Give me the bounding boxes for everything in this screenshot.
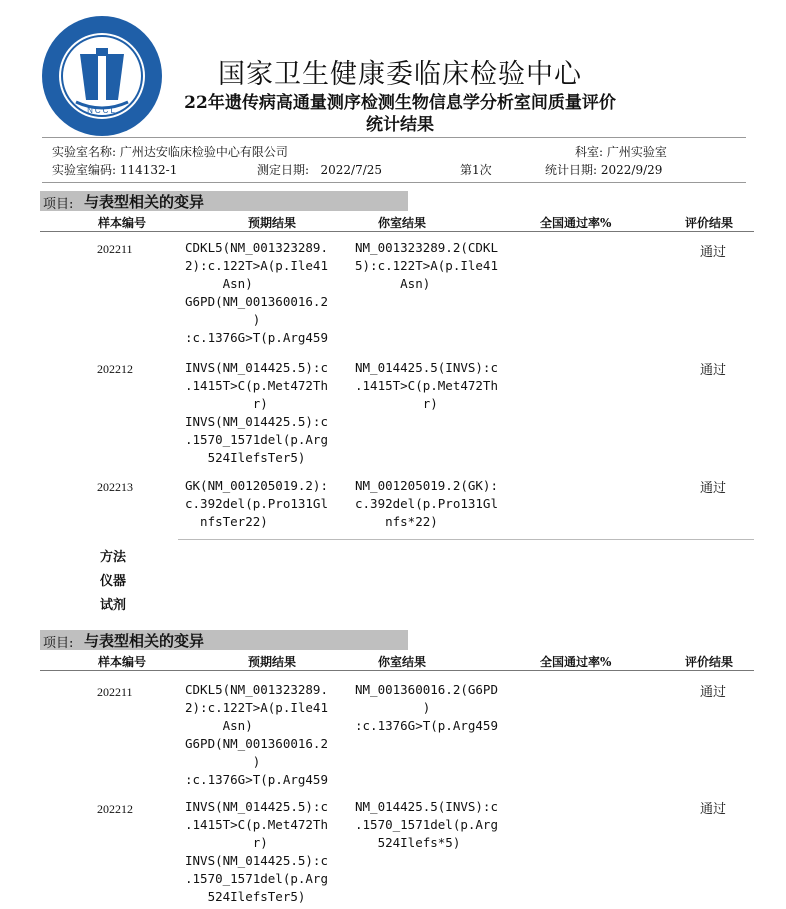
lab-name-field: 实验室名称: 广州达安临床检验中心有限公司 bbox=[52, 145, 288, 159]
nccl-logo bbox=[40, 14, 164, 138]
test-date: 2022/7/25 bbox=[320, 163, 383, 177]
col-pass-rate: 全国通过率% bbox=[540, 216, 612, 230]
method-label: 方法 bbox=[100, 550, 127, 565]
col-pass-rate: 全国通过率% bbox=[540, 655, 612, 669]
col-evaluation: 评价结果 bbox=[685, 216, 734, 230]
lab-info-box bbox=[42, 137, 746, 183]
your-result: NM_001323289.2(CDKL 5):c.122T>A(p.Ile41 Asn) bbox=[355, 240, 498, 291]
sample-id: 202212 bbox=[97, 362, 133, 376]
col-sample-id: 样本编号 bbox=[98, 216, 147, 230]
reagent-label: 试剂 bbox=[100, 598, 127, 613]
col-sample-id: 样本编号 bbox=[98, 655, 147, 669]
col-evaluation: 评价结果 bbox=[685, 655, 734, 669]
sample-id: 202211 bbox=[97, 685, 133, 699]
evaluation-result: 通过 bbox=[700, 363, 727, 378]
result-section bbox=[40, 191, 754, 621]
dept-field: 科室: 广州实验室 bbox=[575, 145, 667, 159]
lab-name: 广州达安临床检验中心有限公司 bbox=[119, 145, 288, 159]
report-subtitle: 22年遗传病高通量测序检测生物信息学分析室间质量评价 bbox=[184, 93, 616, 113]
expected-result: INVS(NM_014425.5):c .1415T>C(p.Met472Th r) INVS(NM_014425.5):c .1570_1571del(p.Arg 524IlefsTer5) bbox=[185, 799, 328, 904]
your-result: NM_001360016.2(G6PD ) :c.1376G>T(p.Arg459 bbox=[355, 682, 498, 733]
test-date-field: 测定日期: 2022/7/25 bbox=[257, 163, 383, 177]
lab-code: 114132-1 bbox=[119, 163, 178, 177]
col-yours: 你室结果 bbox=[378, 216, 427, 230]
org-title: 国家卫生健康委临床检验中心 bbox=[218, 59, 582, 90]
stat-date-field: 统计日期: 2022/9/29 bbox=[545, 163, 663, 177]
evaluation-result: 通过 bbox=[700, 481, 727, 496]
expected-result: INVS(NM_014425.5):c .1415T>C(p.Met472Th r) INVS(NM_014425.5):c .1570_1571del(p.Arg 524IlefsTer5) bbox=[185, 360, 328, 465]
project-bar: 项目: 与表型相关的变异 bbox=[40, 191, 408, 211]
header-divider bbox=[40, 670, 754, 671]
expected-result: GK(NM_001205019.2): c.392del(p.Pro131Gl nfsTer22) bbox=[185, 478, 328, 529]
instrument-label: 仪器 bbox=[100, 574, 127, 589]
expected-result: CDKL5(NM_001323289. 2):c.122T>A(p.Ile41 Asn) G6PD(NM_001360016.2 ) :c.1376G>T(p.Arg459 bbox=[185, 682, 328, 787]
your-result: NM_014425.5(INVS):c .1570_1571del(p.Arg 524Ilefs*5) bbox=[355, 799, 498, 850]
evaluation-result: 通过 bbox=[700, 245, 727, 260]
your-result: NM_001205019.2(GK): c.392del(p.Pro131Gl nfs*22) bbox=[355, 478, 498, 529]
dept: 广州实验室 bbox=[606, 145, 667, 159]
row-divider bbox=[178, 539, 754, 540]
round: 第1次 bbox=[460, 163, 492, 177]
evaluation-result: 通过 bbox=[700, 685, 727, 700]
project-name: 与表型相关的变异 bbox=[84, 193, 205, 211]
sample-id: 202213 bbox=[97, 480, 133, 494]
project-name: 与表型相关的变异 bbox=[84, 632, 205, 650]
expected-result: CDKL5(NM_001323289. 2):c.122T>A(p.Ile41 Asn) G6PD(NM_001360016.2 ) :c.1376G>T(p.Arg459 bbox=[185, 240, 328, 345]
result-section bbox=[40, 630, 754, 909]
evaluation-result: 通过 bbox=[700, 802, 727, 817]
sample-id: 202211 bbox=[97, 242, 133, 256]
project-bar: 项目: 与表型相关的变异 bbox=[40, 630, 408, 650]
col-expected: 预期结果 bbox=[248, 216, 297, 230]
logo-abbr: NCCL bbox=[87, 106, 117, 115]
col-expected: 预期结果 bbox=[248, 655, 297, 669]
sample-id: 202212 bbox=[97, 802, 133, 816]
your-result: NM_014425.5(INVS):c .1415T>C(p.Met472Th r) bbox=[355, 360, 498, 411]
col-yours: 你室结果 bbox=[378, 655, 427, 669]
stat-date: 2022/9/29 bbox=[600, 163, 663, 177]
header-divider bbox=[40, 231, 754, 232]
report-subtitle-2: 统计结果 bbox=[366, 115, 434, 135]
lab-code-field: 实验室编码: 114132-1 bbox=[52, 163, 178, 177]
